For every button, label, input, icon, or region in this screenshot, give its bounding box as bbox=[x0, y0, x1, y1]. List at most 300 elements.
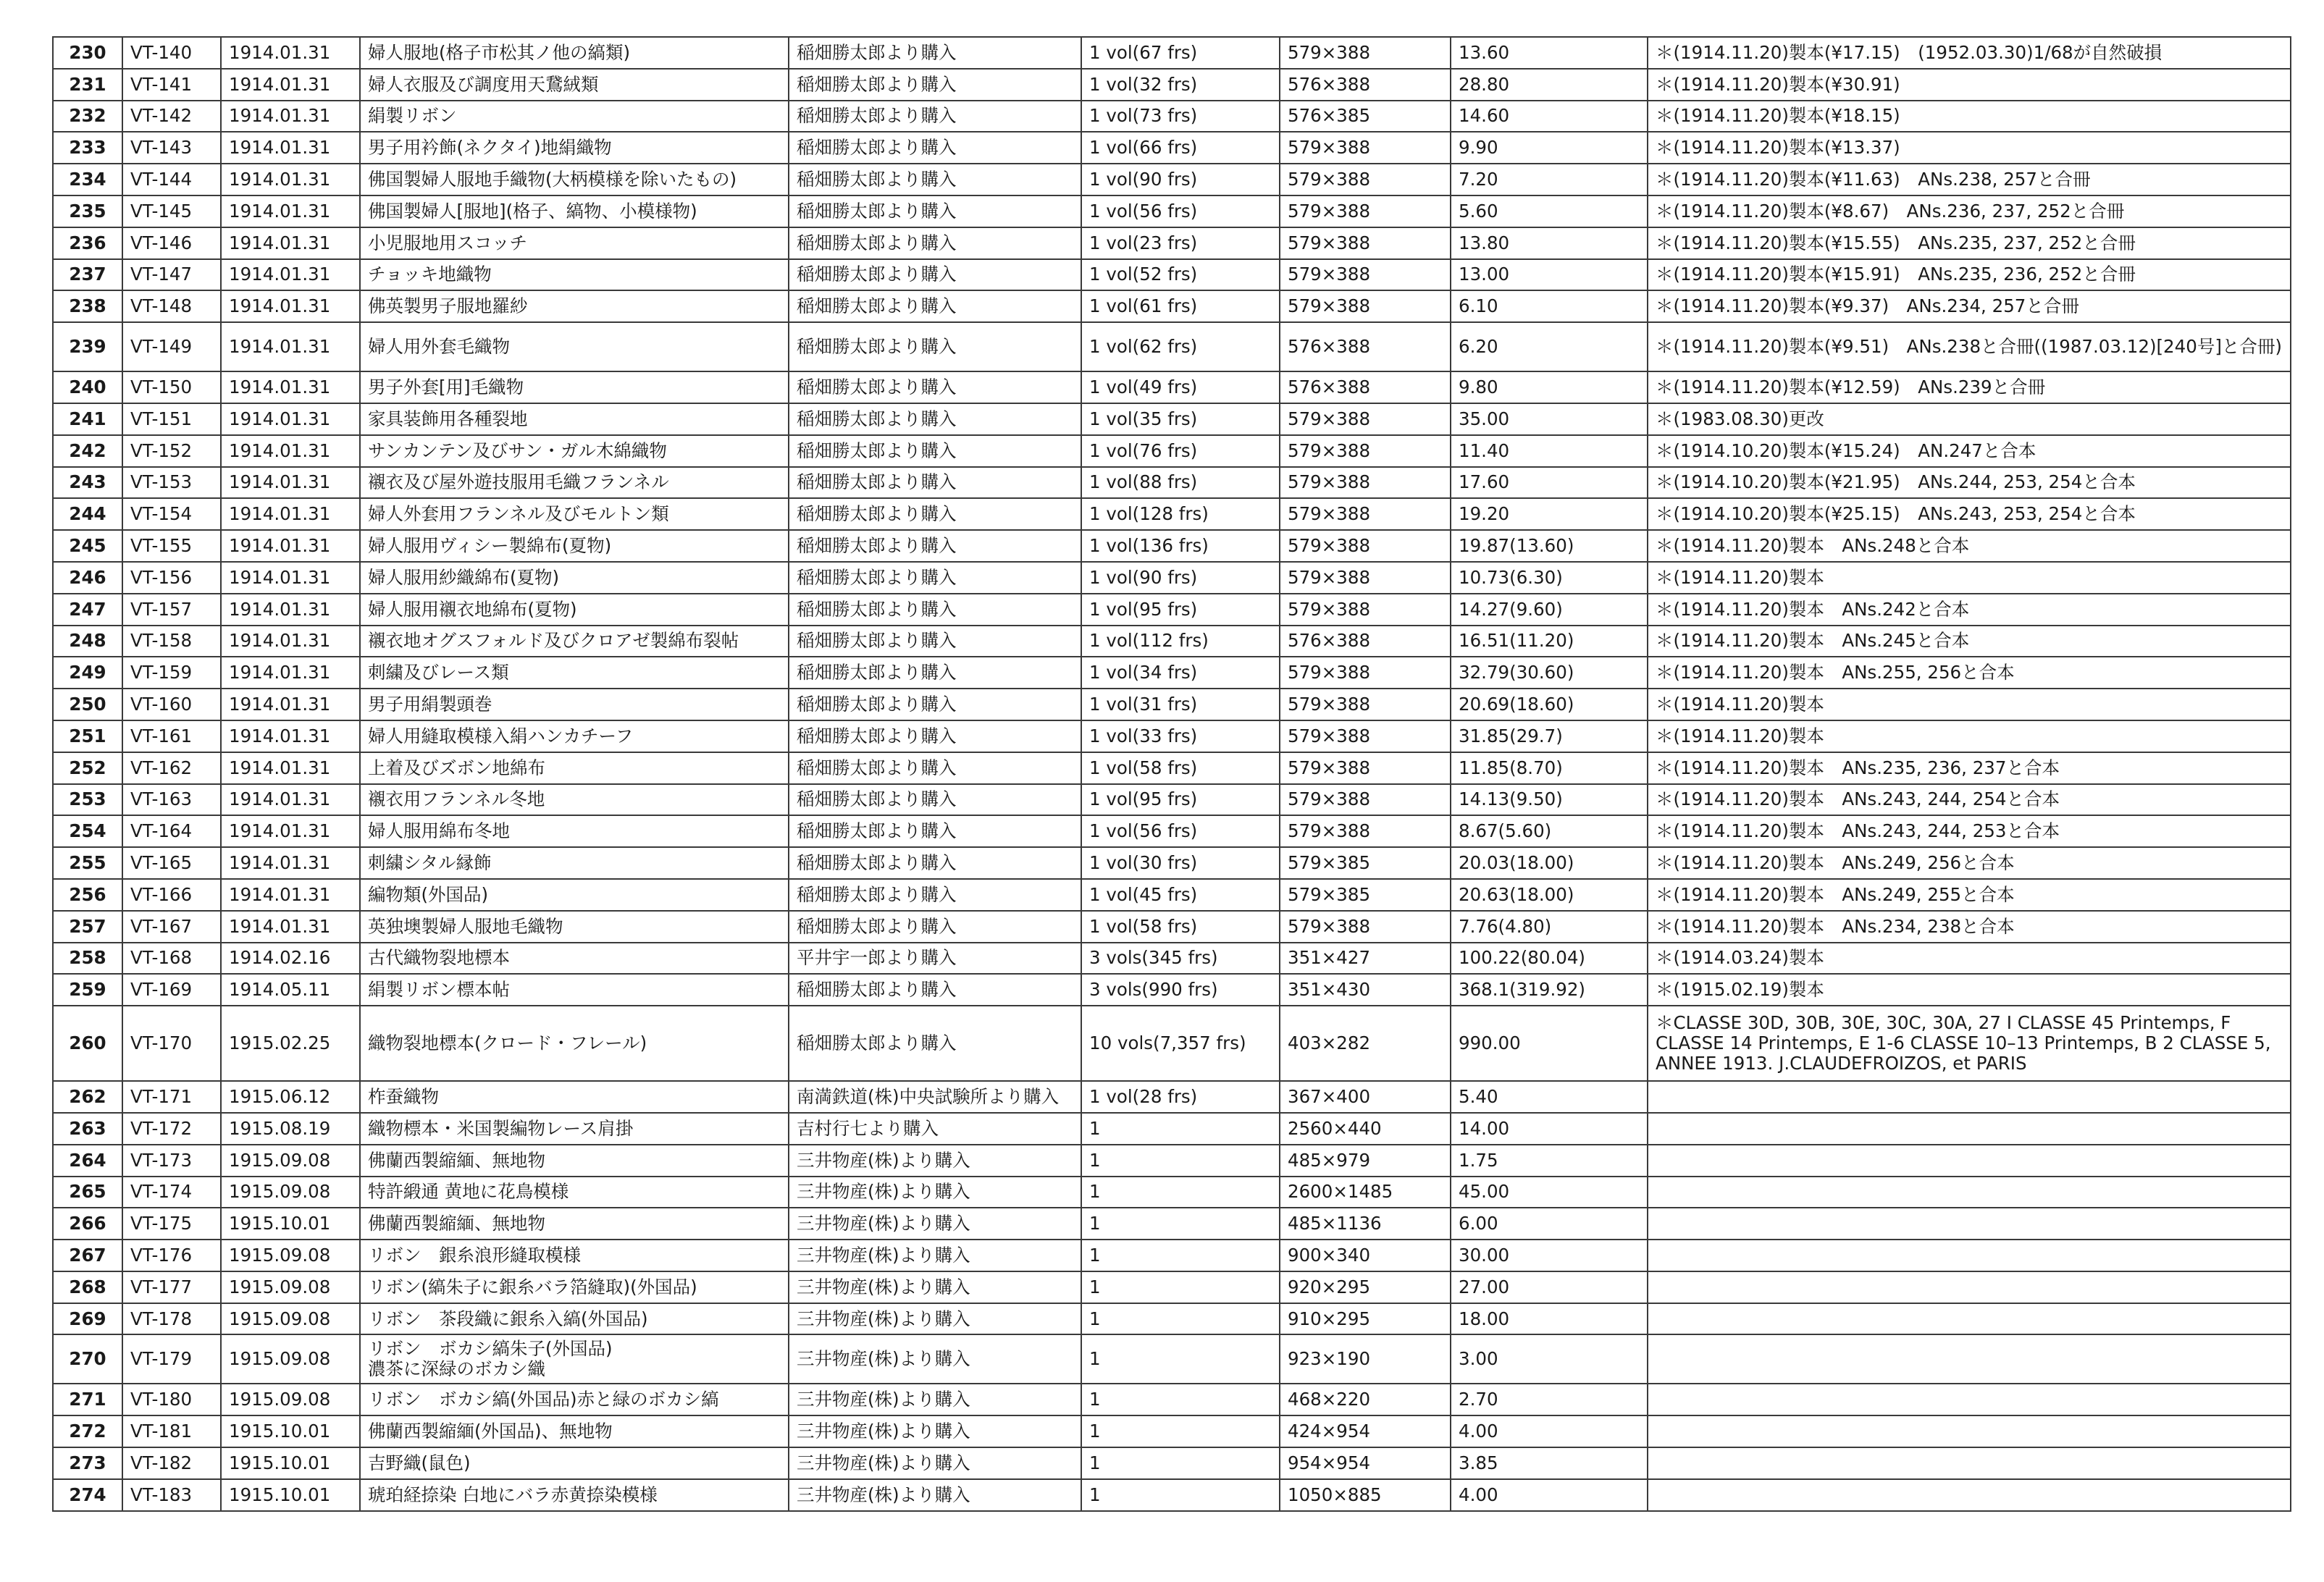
item-name-cell: チョッキ地織物 bbox=[360, 259, 789, 291]
dimensions-cell: 1050×885 bbox=[1280, 1479, 1451, 1511]
note-cell: ＊(1914.11.20)製本 ANs.249, 255と合本 bbox=[1648, 879, 2291, 911]
item-name-cell: 琥珀経捺染 白地にバラ赤黄捺染模様 bbox=[360, 1479, 789, 1511]
catalog-code-cell: VT-145 bbox=[122, 195, 221, 227]
catalog-code-cell: VT-174 bbox=[122, 1177, 221, 1208]
catalog-code-cell: VT-166 bbox=[122, 879, 221, 911]
row-number-cell: 251 bbox=[53, 720, 122, 752]
acquisition-date-cell: 1914.01.31 bbox=[221, 227, 360, 259]
table-row bbox=[53, 879, 2291, 911]
quantity-cell: 1 vol(31 frs) bbox=[1081, 689, 1280, 720]
item-name-cell: リボン ボカシ縞朱子(外国品) 濃茶に深緑のボカシ織 bbox=[360, 1334, 789, 1384]
table-row bbox=[53, 1479, 2291, 1511]
acquisition-date-cell: 1915.09.08 bbox=[221, 1145, 360, 1177]
price-cell: 11.85(8.70) bbox=[1451, 752, 1648, 784]
acquisition-source-cell: 稲畑勝太郎より購入 bbox=[789, 720, 1081, 752]
quantity-cell: 1 vol(58 frs) bbox=[1081, 752, 1280, 784]
row-number-cell: 267 bbox=[53, 1240, 122, 1271]
catalog-code-cell: VT-178 bbox=[122, 1303, 221, 1335]
row-number-cell: 249 bbox=[53, 657, 122, 689]
item-name-cell: 婦人服地(格子市松其ノ他の縞類) bbox=[360, 37, 789, 69]
item-name-cell: 柞蚕織物 bbox=[360, 1081, 789, 1113]
table-row bbox=[53, 498, 2291, 530]
acquisition-date-cell: 1914.01.31 bbox=[221, 69, 360, 101]
item-name-cell: 編物類(外国品) bbox=[360, 879, 789, 911]
row-number-cell: 234 bbox=[53, 164, 122, 195]
item-name-cell: 上着及びズボン地綿布 bbox=[360, 752, 789, 784]
row-number-cell: 265 bbox=[53, 1177, 122, 1208]
price-cell: 14.27(9.60) bbox=[1451, 594, 1648, 626]
table-row bbox=[53, 37, 2291, 69]
acquisition-source-cell: 稲畑勝太郎より購入 bbox=[789, 69, 1081, 101]
table-row bbox=[53, 290, 2291, 322]
acquisition-date-cell: 1914.01.31 bbox=[221, 562, 360, 594]
note-cell: ＊(1915.02.19)製本 bbox=[1648, 974, 2291, 1006]
quantity-cell: 10 vols(7,357 frs) bbox=[1081, 1006, 1280, 1081]
item-name-cell: 男子外套[用]毛織物 bbox=[360, 371, 789, 403]
catalog-code-cell: VT-171 bbox=[122, 1081, 221, 1113]
note-cell: ＊(1914.11.20)製本(¥13.37) bbox=[1648, 132, 2291, 164]
row-number-cell: 257 bbox=[53, 911, 122, 943]
catalog-code-cell: VT-148 bbox=[122, 290, 221, 322]
quantity-cell: 1 bbox=[1081, 1479, 1280, 1511]
row-number-cell: 238 bbox=[53, 290, 122, 322]
price-cell: 19.87(13.60) bbox=[1451, 530, 1648, 562]
price-cell: 27.00 bbox=[1451, 1271, 1648, 1303]
catalog-code-cell: VT-153 bbox=[122, 467, 221, 499]
document-page bbox=[52, 36, 2290, 1512]
note-cell: ＊(1914.11.20)製本 ANs.243, 244, 253と合本 bbox=[1648, 815, 2291, 847]
price-cell: 18.00 bbox=[1451, 1303, 1648, 1335]
table-row bbox=[53, 562, 2291, 594]
acquisition-date-cell: 1914.01.31 bbox=[221, 815, 360, 847]
catalog-code-cell: VT-161 bbox=[122, 720, 221, 752]
table-row bbox=[53, 371, 2291, 403]
row-number-cell: 271 bbox=[53, 1384, 122, 1415]
dimensions-cell: 579×388 bbox=[1280, 498, 1451, 530]
catalog-code-cell: VT-180 bbox=[122, 1384, 221, 1415]
acquisition-source-cell: 稲畑勝太郎より購入 bbox=[789, 815, 1081, 847]
quantity-cell: 1 bbox=[1081, 1303, 1280, 1335]
catalog-code-cell: VT-140 bbox=[122, 37, 221, 69]
price-cell: 14.00 bbox=[1451, 1113, 1648, 1145]
acquisition-date-cell: 1914.01.31 bbox=[221, 911, 360, 943]
acquisition-date-cell: 1914.05.11 bbox=[221, 974, 360, 1006]
table-body bbox=[53, 37, 2291, 1511]
acquisition-date-cell: 1914.01.31 bbox=[221, 290, 360, 322]
acquisition-date-cell: 1914.01.31 bbox=[221, 847, 360, 879]
row-number-cell: 266 bbox=[53, 1208, 122, 1240]
acquisition-date-cell: 1914.01.31 bbox=[221, 322, 360, 371]
catalog-code-cell: VT-152 bbox=[122, 435, 221, 467]
catalog-code-cell: VT-143 bbox=[122, 132, 221, 164]
note-cell bbox=[1648, 1447, 2291, 1479]
note-cell: ＊(1914.11.20)製本 bbox=[1648, 689, 2291, 720]
price-cell: 990.00 bbox=[1451, 1006, 1648, 1081]
row-number-cell: 250 bbox=[53, 689, 122, 720]
note-cell: ＊(1914.11.20)製本 ANs.242と合本 bbox=[1648, 594, 2291, 626]
price-cell: 20.63(18.00) bbox=[1451, 879, 1648, 911]
acquisition-date-cell: 1915.09.08 bbox=[221, 1303, 360, 1335]
note-cell: ＊(1914.11.20)製本(¥9.51) ANs.238と合冊((1987.03.12)[240号]と合冊) bbox=[1648, 322, 2291, 371]
item-name-cell: 婦人服用綿布冬地 bbox=[360, 815, 789, 847]
quantity-cell: 1 bbox=[1081, 1334, 1280, 1384]
dimensions-cell: 485×979 bbox=[1280, 1145, 1451, 1177]
item-name-cell: 織物裂地標本(クロード・フレール) bbox=[360, 1006, 789, 1081]
acquisition-source-cell: 稲畑勝太郎より購入 bbox=[789, 974, 1081, 1006]
table-row bbox=[53, 943, 2291, 975]
price-cell: 9.80 bbox=[1451, 371, 1648, 403]
catalog-code-cell: VT-163 bbox=[122, 784, 221, 816]
item-name-cell: 佛蘭西製縮緬(外国品)、無地物 bbox=[360, 1415, 789, 1447]
table-row bbox=[53, 1447, 2291, 1479]
acquisition-source-cell: 三井物産(株)より購入 bbox=[789, 1334, 1081, 1384]
acquisition-source-cell: 南満鉄道(株)中央試験所より購入 bbox=[789, 1081, 1081, 1113]
acquisition-source-cell: 三井物産(株)より購入 bbox=[789, 1303, 1081, 1335]
price-cell: 20.69(18.60) bbox=[1451, 689, 1648, 720]
row-number-cell: 256 bbox=[53, 879, 122, 911]
note-cell: ＊(1914.11.20)製本 ANs.234, 238と合本 bbox=[1648, 911, 2291, 943]
acquisition-source-cell: 稲畑勝太郎より購入 bbox=[789, 164, 1081, 195]
acquisition-source-cell: 稲畑勝太郎より購入 bbox=[789, 626, 1081, 657]
table-row bbox=[53, 752, 2291, 784]
note-cell bbox=[1648, 1334, 2291, 1384]
quantity-cell: 1 vol(76 frs) bbox=[1081, 435, 1280, 467]
table-row bbox=[53, 69, 2291, 101]
acquisition-date-cell: 1914.01.31 bbox=[221, 594, 360, 626]
row-number-cell: 231 bbox=[53, 69, 122, 101]
row-number-cell: 230 bbox=[53, 37, 122, 69]
table-row bbox=[53, 847, 2291, 879]
catalog-code-cell: VT-142 bbox=[122, 101, 221, 132]
catalog-code-cell: VT-157 bbox=[122, 594, 221, 626]
item-name-cell: 小児服地用スコッチ bbox=[360, 227, 789, 259]
price-cell: 5.40 bbox=[1451, 1081, 1648, 1113]
dimensions-cell: 579×388 bbox=[1280, 752, 1451, 784]
quantity-cell: 1 vol(88 frs) bbox=[1081, 467, 1280, 499]
price-cell: 30.00 bbox=[1451, 1240, 1648, 1271]
price-cell: 17.60 bbox=[1451, 467, 1648, 499]
catalog-code-cell: VT-155 bbox=[122, 530, 221, 562]
row-number-cell: 244 bbox=[53, 498, 122, 530]
acquisition-date-cell: 1915.09.08 bbox=[221, 1384, 360, 1415]
catalog-code-cell: VT-170 bbox=[122, 1006, 221, 1081]
note-cell bbox=[1648, 1384, 2291, 1415]
row-number-cell: 245 bbox=[53, 530, 122, 562]
quantity-cell: 1 bbox=[1081, 1447, 1280, 1479]
row-number-cell: 273 bbox=[53, 1447, 122, 1479]
dimensions-cell: 579×385 bbox=[1280, 847, 1451, 879]
price-cell: 6.00 bbox=[1451, 1208, 1648, 1240]
table-row bbox=[53, 1240, 2291, 1271]
item-name-cell: 家具装飾用各種裂地 bbox=[360, 403, 789, 435]
row-number-cell: 258 bbox=[53, 943, 122, 975]
acquisition-source-cell: 三井物産(株)より購入 bbox=[789, 1177, 1081, 1208]
note-cell: ＊(1914.10.20)製本(¥21.95) ANs.244, 253, 254と合本 bbox=[1648, 467, 2291, 499]
note-cell: ＊(1914.11.20)製本 ANs.243, 244, 254と合本 bbox=[1648, 784, 2291, 816]
item-name-cell: 襯衣地オグスフォルド及びクロアゼ製綿布裂帖 bbox=[360, 626, 789, 657]
acquisition-source-cell: 稲畑勝太郎より購入 bbox=[789, 101, 1081, 132]
row-number-cell: 253 bbox=[53, 784, 122, 816]
table-row bbox=[53, 1208, 2291, 1240]
table-row bbox=[53, 1271, 2291, 1303]
quantity-cell: 1 vol(67 frs) bbox=[1081, 37, 1280, 69]
dimensions-cell: 367×400 bbox=[1280, 1081, 1451, 1113]
price-cell: 3.85 bbox=[1451, 1447, 1648, 1479]
dimensions-cell: 954×954 bbox=[1280, 1447, 1451, 1479]
catalog-code-cell: VT-169 bbox=[122, 974, 221, 1006]
acquisition-source-cell: 稲畑勝太郎より購入 bbox=[789, 467, 1081, 499]
item-name-cell: 婦人服用紗織綿布(夏物) bbox=[360, 562, 789, 594]
acquisition-date-cell: 1915.09.08 bbox=[221, 1334, 360, 1384]
table-row bbox=[53, 1145, 2291, 1177]
catalog-code-cell: VT-154 bbox=[122, 498, 221, 530]
dimensions-cell: 576×388 bbox=[1280, 69, 1451, 101]
acquisition-source-cell: 稲畑勝太郎より購入 bbox=[789, 594, 1081, 626]
price-cell: 4.00 bbox=[1451, 1479, 1648, 1511]
catalog-code-cell: VT-167 bbox=[122, 911, 221, 943]
quantity-cell: 1 vol(52 frs) bbox=[1081, 259, 1280, 291]
dimensions-cell: 579×388 bbox=[1280, 911, 1451, 943]
table-row bbox=[53, 1113, 2291, 1145]
table-row bbox=[53, 689, 2291, 720]
price-cell: 35.00 bbox=[1451, 403, 1648, 435]
row-number-cell: 248 bbox=[53, 626, 122, 657]
item-name-cell: 婦人衣服及び調度用天鵞絨類 bbox=[360, 69, 789, 101]
table-row bbox=[53, 911, 2291, 943]
acquisition-source-cell: 三井物産(株)より購入 bbox=[789, 1145, 1081, 1177]
quantity-cell: 1 vol(62 frs) bbox=[1081, 322, 1280, 371]
acquisition-source-cell: 稲畑勝太郎より購入 bbox=[789, 371, 1081, 403]
dimensions-cell: 910×295 bbox=[1280, 1303, 1451, 1335]
dimensions-cell: 351×430 bbox=[1280, 974, 1451, 1006]
item-name-cell: 婦人用縫取模様入絹ハンカチーフ bbox=[360, 720, 789, 752]
item-name-cell: 織物標本・米国製編物レース肩掛 bbox=[360, 1113, 789, 1145]
price-cell: 20.03(18.00) bbox=[1451, 847, 1648, 879]
acquisition-source-cell: 三井物産(株)より購入 bbox=[789, 1415, 1081, 1447]
acquisition-date-cell: 1914.01.31 bbox=[221, 657, 360, 689]
dimensions-cell: 579×388 bbox=[1280, 594, 1451, 626]
note-cell: ＊(1914.11.20)製本 ANs.235, 236, 237と合本 bbox=[1648, 752, 2291, 784]
dimensions-cell: 579×388 bbox=[1280, 720, 1451, 752]
catalog-code-cell: VT-141 bbox=[122, 69, 221, 101]
collection-table bbox=[52, 36, 2291, 1512]
row-number-cell: 235 bbox=[53, 195, 122, 227]
price-cell: 13.00 bbox=[1451, 259, 1648, 291]
item-name-cell: 男子用絹製頭巻 bbox=[360, 689, 789, 720]
row-number-cell: 254 bbox=[53, 815, 122, 847]
note-cell: ＊(1914.11.20)製本(¥12.59) ANs.239と合冊 bbox=[1648, 371, 2291, 403]
item-name-cell: 絹製リボン標本帖 bbox=[360, 974, 789, 1006]
acquisition-source-cell: 稲畑勝太郎より購入 bbox=[789, 784, 1081, 816]
quantity-cell: 1 bbox=[1081, 1240, 1280, 1271]
acquisition-source-cell: 稲畑勝太郎より購入 bbox=[789, 322, 1081, 371]
note-cell: ＊(1983.08.30)更改 bbox=[1648, 403, 2291, 435]
dimensions-cell: 579×388 bbox=[1280, 815, 1451, 847]
quantity-cell: 1 bbox=[1081, 1415, 1280, 1447]
item-name-cell: 男子用衿飾(ネクタイ)地絹織物 bbox=[360, 132, 789, 164]
note-cell: ＊(1914.11.20)製本 bbox=[1648, 720, 2291, 752]
row-number-cell: 233 bbox=[53, 132, 122, 164]
note-cell: ＊(1914.11.20)製本(¥11.63) ANs.238, 257と合冊 bbox=[1648, 164, 2291, 195]
price-cell: 7.76(4.80) bbox=[1451, 911, 1648, 943]
price-cell: 13.60 bbox=[1451, 37, 1648, 69]
quantity-cell: 1 vol(30 frs) bbox=[1081, 847, 1280, 879]
quantity-cell: 1 vol(112 frs) bbox=[1081, 626, 1280, 657]
acquisition-source-cell: 三井物産(株)より購入 bbox=[789, 1479, 1081, 1511]
price-cell: 10.73(6.30) bbox=[1451, 562, 1648, 594]
price-cell: 9.90 bbox=[1451, 132, 1648, 164]
table-row bbox=[53, 164, 2291, 195]
catalog-code-cell: VT-149 bbox=[122, 322, 221, 371]
catalog-code-cell: VT-150 bbox=[122, 371, 221, 403]
price-cell: 16.51(11.20) bbox=[1451, 626, 1648, 657]
table-row bbox=[53, 1384, 2291, 1415]
dimensions-cell: 579×388 bbox=[1280, 562, 1451, 594]
quantity-cell: 1 vol(73 frs) bbox=[1081, 101, 1280, 132]
note-cell: ＊(1914.11.20)製本(¥15.55) ANs.235, 237, 252と合冊 bbox=[1648, 227, 2291, 259]
acquisition-date-cell: 1914.01.31 bbox=[221, 37, 360, 69]
catalog-code-cell: VT-151 bbox=[122, 403, 221, 435]
acquisition-date-cell: 1914.01.31 bbox=[221, 259, 360, 291]
acquisition-source-cell: 稲畑勝太郎より購入 bbox=[789, 657, 1081, 689]
catalog-code-cell: VT-160 bbox=[122, 689, 221, 720]
row-number-cell: 264 bbox=[53, 1145, 122, 1177]
acquisition-source-cell: 三井物産(株)より購入 bbox=[789, 1208, 1081, 1240]
price-cell: 11.40 bbox=[1451, 435, 1648, 467]
catalog-code-cell: VT-176 bbox=[122, 1240, 221, 1271]
catalog-code-cell: VT-175 bbox=[122, 1208, 221, 1240]
row-number-cell: 237 bbox=[53, 259, 122, 291]
price-cell: 31.85(29.7) bbox=[1451, 720, 1648, 752]
note-cell: ＊(1914.11.20)製本(¥8.67) ANs.236, 237, 252と合冊 bbox=[1648, 195, 2291, 227]
acquisition-date-cell: 1915.09.08 bbox=[221, 1240, 360, 1271]
item-name-cell: 佛国製婦人[服地](格子、縞物、小模様物) bbox=[360, 195, 789, 227]
table-row bbox=[53, 1177, 2291, 1208]
catalog-code-cell: VT-168 bbox=[122, 943, 221, 975]
dimensions-cell: 579×385 bbox=[1280, 879, 1451, 911]
acquisition-date-cell: 1914.01.31 bbox=[221, 101, 360, 132]
quantity-cell: 3 vols(990 frs) bbox=[1081, 974, 1280, 1006]
acquisition-date-cell: 1915.06.12 bbox=[221, 1081, 360, 1113]
note-cell: ＊(1914.11.20)製本 ANs.249, 256と合本 bbox=[1648, 847, 2291, 879]
item-name-cell: 特許緞通 黄地に花鳥模様 bbox=[360, 1177, 789, 1208]
table-row bbox=[53, 467, 2291, 499]
acquisition-date-cell: 1914.01.31 bbox=[221, 132, 360, 164]
row-number-cell: 247 bbox=[53, 594, 122, 626]
acquisition-date-cell: 1915.08.19 bbox=[221, 1113, 360, 1145]
item-name-cell: リボン 茶段織に銀糸入縞(外国品) bbox=[360, 1303, 789, 1335]
item-name-cell: 婦人外套用フランネル及びモルトン類 bbox=[360, 498, 789, 530]
acquisition-date-cell: 1914.01.31 bbox=[221, 403, 360, 435]
acquisition-source-cell: 稲畑勝太郎より購入 bbox=[789, 498, 1081, 530]
note-cell bbox=[1648, 1177, 2291, 1208]
catalog-code-cell: VT-162 bbox=[122, 752, 221, 784]
price-cell: 5.60 bbox=[1451, 195, 1648, 227]
dimensions-cell: 579×388 bbox=[1280, 37, 1451, 69]
quantity-cell: 1 vol(32 frs) bbox=[1081, 69, 1280, 101]
dimensions-cell: 900×340 bbox=[1280, 1240, 1451, 1271]
dimensions-cell: 579×388 bbox=[1280, 530, 1451, 562]
quantity-cell: 1 vol(95 frs) bbox=[1081, 594, 1280, 626]
item-name-cell: サンカンテン及びサン・ガル木綿織物 bbox=[360, 435, 789, 467]
acquisition-date-cell: 1914.01.31 bbox=[221, 720, 360, 752]
dimensions-cell: 579×388 bbox=[1280, 227, 1451, 259]
note-cell bbox=[1648, 1415, 2291, 1447]
table-row bbox=[53, 1006, 2291, 1081]
quantity-cell: 1 vol(66 frs) bbox=[1081, 132, 1280, 164]
item-name-cell: 吉野織(鼠色) bbox=[360, 1447, 789, 1479]
table-row bbox=[53, 1334, 2291, 1384]
row-number-cell: 243 bbox=[53, 467, 122, 499]
dimensions-cell: 468×220 bbox=[1280, 1384, 1451, 1415]
catalog-code-cell: VT-165 bbox=[122, 847, 221, 879]
dimensions-cell: 576×388 bbox=[1280, 626, 1451, 657]
table-row bbox=[53, 626, 2291, 657]
acquisition-source-cell: 稲畑勝太郎より購入 bbox=[789, 847, 1081, 879]
acquisition-date-cell: 1915.09.08 bbox=[221, 1177, 360, 1208]
note-cell: ＊(1914.10.20)製本(¥25.15) ANs.243, 253, 254と合本 bbox=[1648, 498, 2291, 530]
catalog-code-cell: VT-147 bbox=[122, 259, 221, 291]
acquisition-date-cell: 1914.01.31 bbox=[221, 879, 360, 911]
price-cell: 100.22(80.04) bbox=[1451, 943, 1648, 975]
row-number-cell: 252 bbox=[53, 752, 122, 784]
item-name-cell: 英独墺製婦人服地毛織物 bbox=[360, 911, 789, 943]
acquisition-source-cell: 稲畑勝太郎より購入 bbox=[789, 435, 1081, 467]
acquisition-date-cell: 1914.01.31 bbox=[221, 752, 360, 784]
dimensions-cell: 351×427 bbox=[1280, 943, 1451, 975]
table-row bbox=[53, 132, 2291, 164]
dimensions-cell: 579×388 bbox=[1280, 435, 1451, 467]
acquisition-date-cell: 1914.02.16 bbox=[221, 943, 360, 975]
acquisition-source-cell: 稲畑勝太郎より購入 bbox=[789, 403, 1081, 435]
price-cell: 8.67(5.60) bbox=[1451, 815, 1648, 847]
quantity-cell: 1 vol(23 frs) bbox=[1081, 227, 1280, 259]
quantity-cell: 1 bbox=[1081, 1113, 1280, 1145]
item-name-cell: 佛英製男子服地羅紗 bbox=[360, 290, 789, 322]
dimensions-cell: 576×388 bbox=[1280, 371, 1451, 403]
acquisition-source-cell: 三井物産(株)より購入 bbox=[789, 1447, 1081, 1479]
price-cell: 3.00 bbox=[1451, 1334, 1648, 1384]
note-cell bbox=[1648, 1081, 2291, 1113]
row-number-cell: 272 bbox=[53, 1415, 122, 1447]
price-cell: 14.13(9.50) bbox=[1451, 784, 1648, 816]
table-row bbox=[53, 657, 2291, 689]
acquisition-date-cell: 1914.01.31 bbox=[221, 467, 360, 499]
table-row bbox=[53, 974, 2291, 1006]
row-number-cell: 246 bbox=[53, 562, 122, 594]
quantity-cell: 1 vol(28 frs) bbox=[1081, 1081, 1280, 1113]
quantity-cell: 3 vols(345 frs) bbox=[1081, 943, 1280, 975]
table-row bbox=[53, 227, 2291, 259]
table-row bbox=[53, 1415, 2291, 1447]
note-cell bbox=[1648, 1240, 2291, 1271]
note-cell bbox=[1648, 1271, 2291, 1303]
catalog-code-cell: VT-181 bbox=[122, 1415, 221, 1447]
dimensions-cell: 579×388 bbox=[1280, 164, 1451, 195]
note-cell bbox=[1648, 1208, 2291, 1240]
price-cell: 7.20 bbox=[1451, 164, 1648, 195]
acquisition-date-cell: 1915.10.01 bbox=[221, 1479, 360, 1511]
quantity-cell: 1 vol(95 frs) bbox=[1081, 784, 1280, 816]
quantity-cell: 1 vol(49 frs) bbox=[1081, 371, 1280, 403]
item-name-cell: 婦人服用襯衣地綿布(夏物) bbox=[360, 594, 789, 626]
note-cell: ＊CLASSE 30D, 30B, 30E, 30C, 30A, 27 I CLASSE 45 Printemps, F CLASSE 14 Printemps, E 1-6 CLASSE 10–13 Printemps, B 2 CLASSE 5, ANNEE 1913. J.CLAUDEFROIZOS, et PARIS bbox=[1648, 1006, 2291, 1081]
acquisition-date-cell: 1915.02.25 bbox=[221, 1006, 360, 1081]
quantity-cell: 1 bbox=[1081, 1384, 1280, 1415]
quantity-cell: 1 vol(33 frs) bbox=[1081, 720, 1280, 752]
row-number-cell: 269 bbox=[53, 1303, 122, 1335]
note-cell: ＊(1914.11.20)製本 ANs.255, 256と合本 bbox=[1648, 657, 2291, 689]
